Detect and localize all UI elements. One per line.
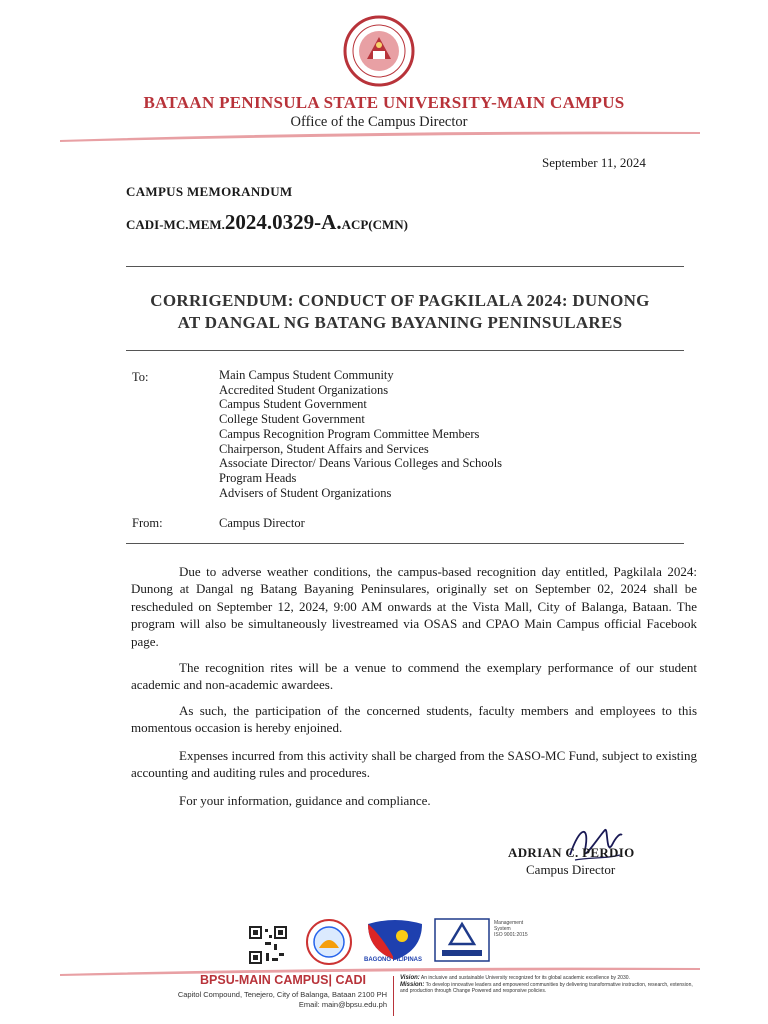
vision-text: An inclusive and sustainable University recognized for its global academic excellence by 2030. bbox=[420, 975, 630, 981]
memo-label: CAMPUS MEMORANDUM bbox=[126, 184, 293, 199]
footer-divider bbox=[393, 976, 394, 1016]
body-paragraph-3: As such, the participation of the concerned students, faculty members and employees to this momentous occasion is hereby enjoined. bbox=[131, 703, 697, 736]
memo-code bbox=[126, 210, 408, 235]
signatory-title: Campus Director bbox=[526, 862, 616, 877]
divider-top bbox=[126, 266, 684, 267]
footer-address bbox=[152, 990, 387, 1010]
footer-address-line: Capitol Compound, Tenejero, City of Balanga, Bataan 2100 PH bbox=[177, 990, 387, 999]
office-name: Office of the Campus Director bbox=[290, 114, 468, 130]
body-paragraph-2: The recognition rites will be a venue to commend the exemplary performance of our student academic and non-academic awardees. bbox=[131, 660, 697, 693]
body-paragraph-4: Expenses incurred from this activity shall be charged from the SASO-MC Fund, subject to existing accounting and auditing rules and procedures. bbox=[131, 748, 697, 781]
recipient-list bbox=[219, 368, 502, 500]
recipient-item: Accredited Student Organizations bbox=[219, 382, 389, 397]
recipient-item: Main Campus Student Community bbox=[219, 368, 394, 382]
from-label: From: bbox=[132, 516, 163, 530]
partner-logo-icon bbox=[305, 918, 353, 966]
qr-code-icon bbox=[248, 925, 288, 965]
from-value: Campus Director bbox=[219, 516, 305, 530]
university-name: BATAAN PENINSULA STATE UNIVERSITY-MAIN CAMPUS bbox=[143, 93, 625, 112]
recipient-item: Campus Student Government bbox=[219, 397, 367, 412]
memo-title-line2: AT DANGAL NG BATANG BAYANING PENINSULARES bbox=[177, 313, 623, 332]
bagong-pilipinas-label: BAGONG PILIPINAS bbox=[364, 957, 423, 963]
body-paragraph-5: For your information, guidance and compliance. bbox=[179, 793, 431, 808]
to-label: To: bbox=[132, 370, 149, 384]
memo-code-suffix: ACP(CMN) bbox=[341, 217, 409, 232]
university-seal bbox=[343, 15, 415, 87]
mission-text: To develop innovative leaders and empowered communities by delivering transformative instruction, research, extension, and production through Change Powered and responsive policies. bbox=[400, 981, 693, 994]
recipient-item: Associate Director/ Deans Various Colleges and Schools bbox=[219, 456, 503, 471]
recipient-item: Chairperson, Student Affairs and Services bbox=[219, 441, 429, 456]
memo-date: September 11, 2024 bbox=[542, 155, 646, 170]
recipient-item: Campus Recognition Program Committee Members bbox=[219, 426, 480, 441]
body-paragraph-1: Due to adverse weather conditions, the campus-based recognition day entitled, Pagkilala 2024: Dunong at Dangal ng Batang Bayaning Peninsulares, originally set on September 02, 2024 shall be rescheduled on September 12, 2024, 9:00 AM onwards at the Vista Mall, City of Balanga, Bataan. The program will also be simultaneously livestreamed via OSAS and CPAO Main Campus official Facebook page. bbox=[131, 564, 697, 649]
tuv-certification-icon bbox=[434, 918, 490, 962]
memo-code-number: 2024.0329-A. bbox=[224, 210, 342, 234]
memo-code-prefix: CADI-MC.MEM. bbox=[126, 217, 225, 232]
signatory-name: ADRIAN C. PERDIO bbox=[508, 845, 635, 860]
mission-label: Mission: bbox=[400, 981, 425, 988]
footer-email: Email: main@bpsu.edu.ph bbox=[298, 1000, 387, 1009]
memo-title-line1: CORRIGENDUM: CONDUCT OF PAGKILALA 2024: DUNONG bbox=[150, 291, 650, 310]
divider-bottom bbox=[126, 543, 684, 544]
recipient-item: Advisers of Student Organizations bbox=[219, 485, 392, 500]
footer-title: BPSU-MAIN CAMPUS| CADI bbox=[200, 973, 366, 987]
header-swoosh bbox=[60, 126, 700, 148]
memo-title bbox=[100, 290, 700, 334]
recipient-item: Program Heads bbox=[219, 470, 297, 485]
vision-label: Vision: bbox=[400, 975, 420, 981]
footer-vision-mission bbox=[400, 975, 700, 995]
divider-middle bbox=[126, 350, 684, 351]
management-system-label: Management System ISO 9001:2015 bbox=[494, 920, 528, 938]
recipient-item: College Student Government bbox=[219, 412, 365, 427]
